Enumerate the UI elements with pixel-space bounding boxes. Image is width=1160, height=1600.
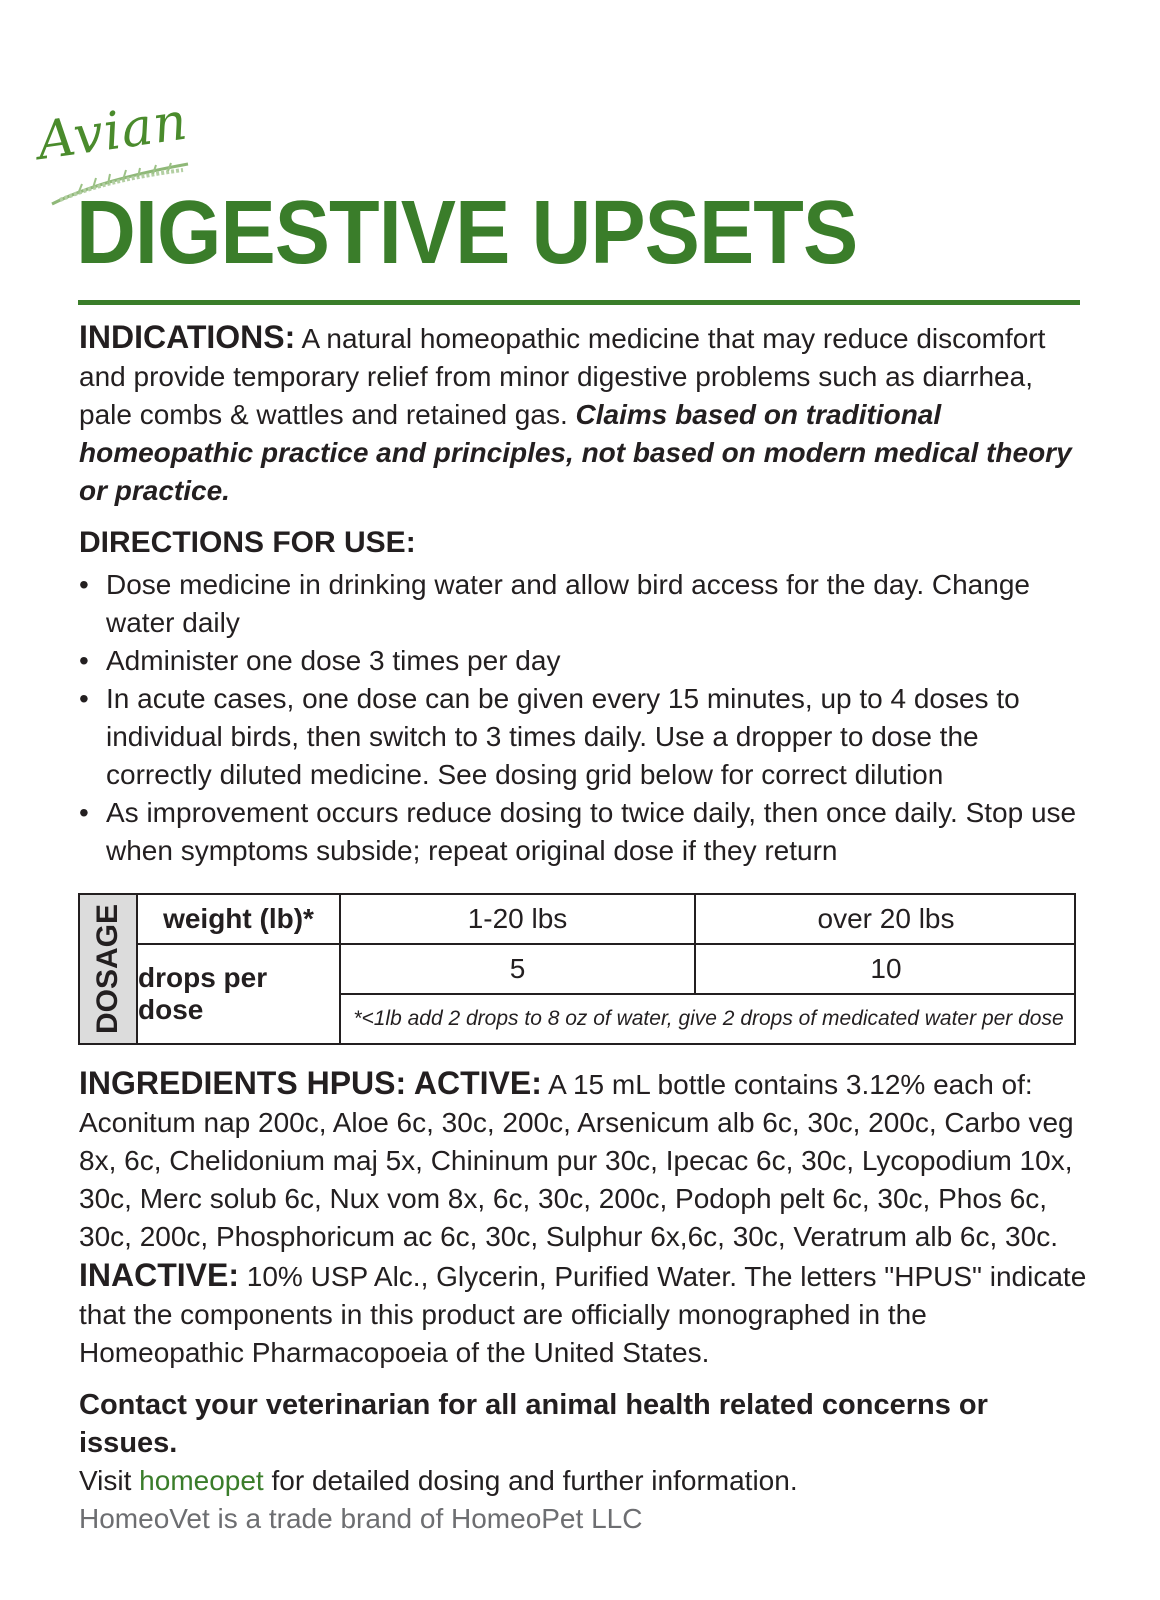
active-ingredients: INGREDIENTS HPUS: ACTIVE: A 15 mL bottle contains 3.12% each of: Aconitum nap 200c, Aloe 6c, 30c, 200c, Arsenicum alb 6c, 30c, 200c, Carbo veg 8x, 6c, Chelidonium maj 5x, Chininum pur 30c, Ipecac 6c, 30c, Lycopodium 10x, 30c, Merc solub 6c, Nux vom 8x, 6c, 30c, 200c, Podoph pelt 6c, 30c, Phos 6c, 30c, 200c, Phosphoricum ac 6c, 30c, Sulphur 6x,6c, 30c, Veratrum alb 6c, 30c. <box>79 1065 1074 1252</box>
bullet-icon: • <box>79 569 89 600</box>
trade-brand-notice: HomeoVet is a trade brand of HomeoPet LLC <box>79 1503 643 1534</box>
dosage-table <box>78 893 1076 1045</box>
list-item: • In acute cases, one dose can be given every 15 minutes, up to 4 doses to individual birds, then switch to 3 times daily. Use a dropper to dose the correctly diluted medicine. See dosing grid below for correct dilution <box>79 680 1089 794</box>
weight-label: weight (lb)* <box>163 903 314 934</box>
bullet-icon: • <box>79 683 89 714</box>
inactive-ingredients: INACTIVE: 10% USP Alc., Glycerin, Purified Water. The letters "HPUS" indicate that the components in this product are officially monographed in the Homeopathic Pharmacopoeia of the United States. <box>79 1257 1087 1368</box>
directions-heading: DIRECTIONS FOR USE: <box>79 526 416 559</box>
indications-paragraph <box>79 318 1089 510</box>
directions-list <box>79 566 1089 870</box>
weight-range-small: 1-20 lbs <box>467 903 568 934</box>
dosage-note: *<1lb add 2 drops to 8 oz of water, give 2 drops of medicated water per dose <box>353 1007 1064 1030</box>
weight-range-large: over 20 lbs <box>817 903 955 934</box>
title-divider <box>78 300 1080 305</box>
ingredients-heading: INGREDIENTS HPUS: ACTIVE: <box>79 1065 542 1101</box>
dosage-side-label: DOSAGE <box>80 895 138 1043</box>
bullet-icon: • <box>79 797 89 828</box>
inactive-heading: INACTIVE: <box>79 1257 239 1293</box>
drops-small: 5 <box>509 953 526 984</box>
indications-heading: INDICATIONS: <box>79 319 296 355</box>
main-content <box>79 318 1089 870</box>
drops-large: 10 <box>870 953 902 984</box>
homeopet-link[interactable]: homeopet <box>139 1465 264 1496</box>
contact-notice: Contact your veterinarian for all animal health related concerns or issues. <box>79 1389 988 1459</box>
ingredients-section <box>79 1064 1089 1538</box>
page-title: DIGESTIVE UPSETS <box>76 183 858 283</box>
list-item: • Administer one dose 3 times per day <box>79 642 1089 680</box>
avian-brand-script: Avian <box>33 91 192 172</box>
bullet-icon: • <box>79 645 89 676</box>
indications-text: A natural homeopathic medicine that may reduce discomfort and provide temporary relief from minor digestive problems such as diarrhea, pale combs & wattles and retained gas. <box>79 323 1046 430</box>
drops-label: drops per dose <box>138 962 268 1025</box>
claims-disclaimer: Claims based on traditional homeopathic practice and principles, not based on modern medical theory or practice. <box>79 399 1072 506</box>
visit-line: Visit homeopet for detailed dosing and further information. <box>79 1465 798 1496</box>
list-item: • As improvement occurs reduce dosing to twice daily, then once daily. Stop use when symptoms subside; repeat original dose if they return <box>79 794 1089 870</box>
list-item: • Dose medicine in drinking water and allow bird access for the day. Change water daily <box>79 566 1089 642</box>
